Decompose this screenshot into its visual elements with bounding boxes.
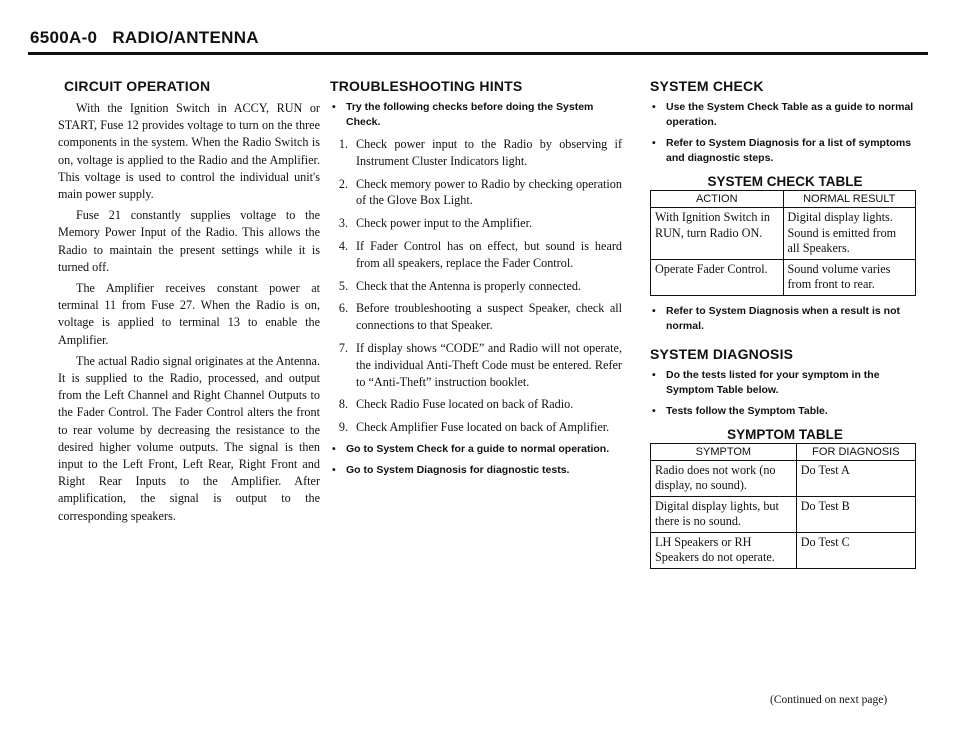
column-header-action: ACTION (651, 191, 784, 208)
system-diagnosis-bullet: • Tests follow the Symptom Table. (650, 404, 920, 419)
system-check-table-title: SYSTEM CHECK TABLE (707, 174, 863, 189)
circuit-operation-section (58, 78, 320, 529)
table-cell: Digital display lights, but there is no sound. (651, 496, 797, 532)
troubleshooting-steps (330, 136, 622, 436)
troubleshooting-intro: • Try the following checks before doing the System Check. (330, 100, 622, 130)
list-item: 4. If Fader Control has on effect, but sound is heard from all speakers, replace the Fader Control. (338, 238, 622, 270)
table-cell: Do Test B (796, 496, 915, 532)
list-item: 8. Check Radio Fuse located on back of Radio. (338, 397, 574, 412)
column-header-for-diagnosis: FOR DIAGNOSIS (796, 443, 915, 460)
system-diagnosis-heading: SYSTEM DIAGNOSIS (650, 345, 794, 362)
table-cell: With Ignition Switch in RUN, turn Radio ON. (651, 208, 784, 260)
list-item: 2. Check memory power to Radio by checking operation of the Glove Box Light. (338, 176, 622, 208)
system-check-bullet: • Refer to System Diagnosis for a list of symptoms and diagnostic steps. (650, 136, 920, 166)
column-header-symptom: SYMPTOM (651, 443, 797, 460)
circuit-operation-heading: CIRCUIT OPERATION (64, 78, 211, 94)
table-cell: Radio does not work (no display, no sound). (651, 460, 797, 496)
troubleshooting-bullet: • Go to System Check for a guide to normal operation. (330, 442, 622, 457)
troubleshooting-section (330, 78, 622, 484)
table-cell: Operate Fader Control. (651, 259, 784, 295)
system-check-bullet: • Use the System Check Table as a guide to normal operation. (650, 100, 920, 130)
section-code: 6500A-0 (30, 28, 98, 47)
column-header-normal-result: NORMAL RESULT (783, 191, 916, 208)
system-check-heading: SYSTEM CHECK (650, 78, 764, 94)
system-check-note: • Refer to System Diagnosis when a result is not normal. (650, 304, 920, 334)
troubleshooting-bullet: • Go to System Diagnosis for diagnostic tests. (330, 463, 622, 478)
table-row (651, 208, 916, 260)
circuit-paragraph: The actual Radio signal originates at the Antenna. It is supplied to the Radio, processed, and output from the Left Channel and Right Channel Outputs to the Fader Control. The Fader Control alters the front to rear volume by decreasing the resistance to the desired higher volume outputs. The signal is then input to the Left Front, Left Rear, Right Front and Right Rear Inputs to the Amplifier. After amplification, the signal is output to the corresponding speakers. (58, 353, 320, 523)
table-cell: Digital display lights. Sound is emitted from all Speakers. (783, 208, 916, 260)
circuit-paragraph: With the Ignition Switch in ACCY, RUN or START, Fuse 12 provides voltage to turn on the three components in the system. When the Radio Switch is on, voltage is applied to the Radio and the Amplifier. This voltage is used to control the individual unit's main power supply. (58, 101, 320, 202)
circuit-paragraph: Fuse 21 constantly supplies voltage to the Memory Power Input of the Radio. This allows the Radio to maintain the present settings while it is turned off. (58, 208, 320, 274)
table-row (651, 496, 916, 532)
troubleshooting-heading: TROUBLESHOOTING HINTS (330, 78, 523, 94)
list-item: 3. Check power input to the Amplifier. (338, 216, 533, 231)
circuit-paragraph: The Amplifier receives constant power at terminal 11 from Fuse 27. When the Radio is on, voltage is applied to terminal 13 to enable the Amplifier. (58, 281, 320, 347)
table-row (651, 259, 916, 295)
table-cell: Sound volume varies from front to rear. (783, 259, 916, 295)
list-item: 6. Before troubleshooting a suspect Speaker, check all connections to that Speaker. (338, 301, 622, 333)
system-check-table (650, 190, 916, 296)
symptom-table-title: SYMPTOM TABLE (727, 426, 843, 442)
table-row (651, 532, 916, 568)
list-item: 5. Check that the Antenna is properly connected. (338, 278, 582, 293)
system-diagnosis-bullet: • Do the tests listed for your symptom in the Symptom Table below. (650, 368, 920, 398)
table-cell: Do Test C (796, 532, 915, 568)
section-title: RADIO/ANTENNA (112, 28, 259, 47)
table-row (651, 460, 916, 496)
table-cell: Do Test A (796, 460, 915, 496)
list-item: 1. Check power input to the Radio by observing if Instrument Cluster Indicators light. (338, 137, 622, 168)
symptom-table (650, 443, 916, 569)
list-item: 9. Check Amplifier Fuse located on back of Amplifier. (338, 420, 610, 435)
page-header (30, 28, 930, 52)
table-cell: LH Speakers or RH Speakers do not operate. (651, 532, 797, 568)
system-check-section (650, 78, 920, 569)
list-item: 7. If display shows “CODE” and Radio will not operate, the individual Anti-Theft Code must be entered. Refer to “Anti-Theft” instruction booklet. (338, 340, 622, 389)
continued-note: (Continued on next page) (770, 694, 888, 706)
header-rule (28, 52, 928, 55)
